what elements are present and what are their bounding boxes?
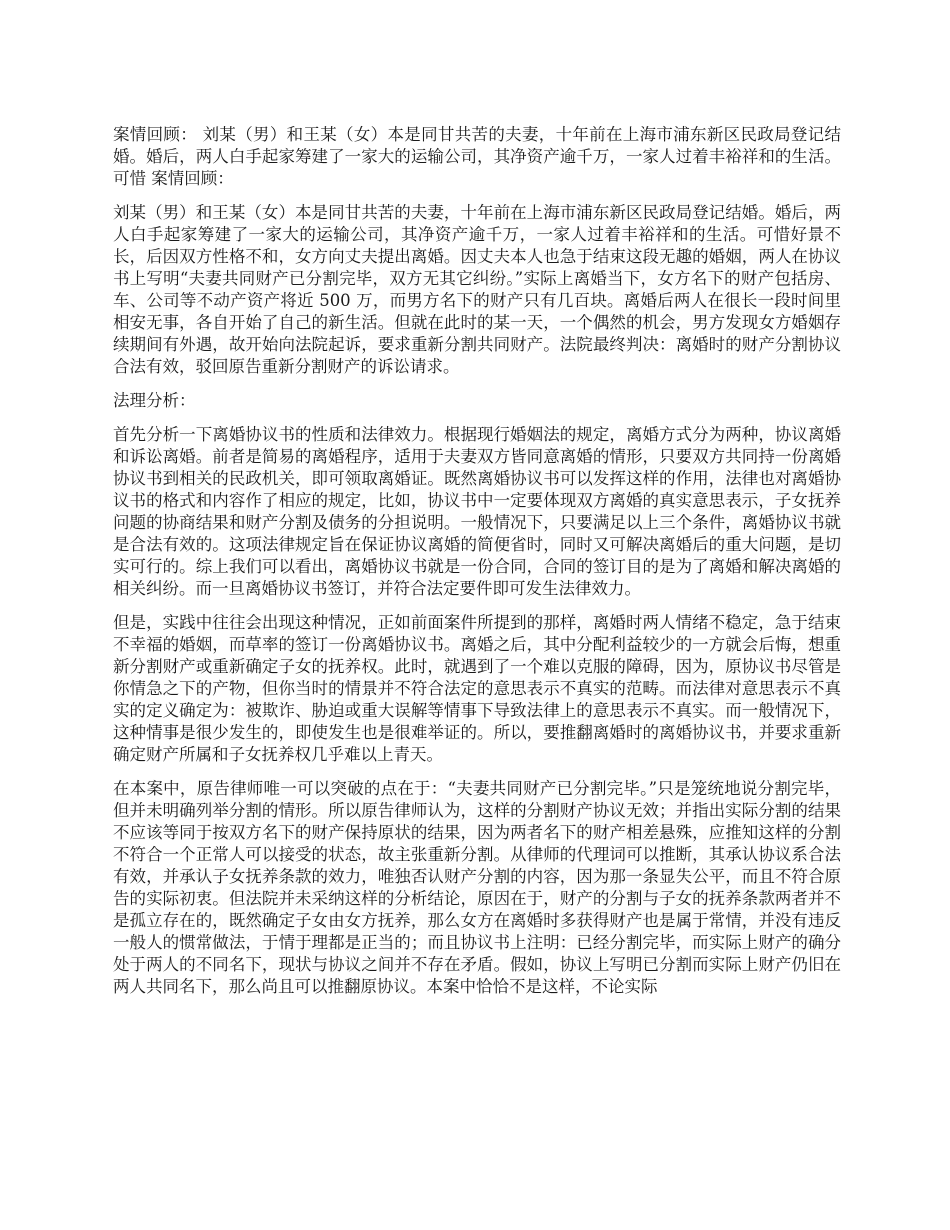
case-facts-paragraph: 刘某（男）和王某（女）本是同甘共苦的夫妻，十年前在上海市浦东新区民政局登记结婚。婚后，两人白手起家筹建了一家大的运输公司，其净资产逾千万，一家人过着丰裕祥和的生活。可惜好景不长，后因双方性格不和，女方向丈夫提出离婚。因丈夫本人也急于结束这段无趣的婚姻，两人在协议书上写明“夫妻共同财产已分割完毕，双方无其它纠纷。”实际上离婚当下，女方名下的财产包括房、车、公司等不动产资产将近 500 万，而男方名下的财产只有几百块。离婚后两人在很长一段时间里相安无事，各自开始了自己的新生活。但就在此时的某一天，一个偶然的机会，男方发现女方婚姻存续期间有外遇，故开始向法院起诉，要求重新分割共同财产。法院最终判决：离婚时的财产分割协议合法有效，驳回原告重新分割财产的诉讼请求。 — [113, 203, 841, 376]
legal-analysis-heading: 法理分析： — [113, 391, 196, 410]
practice-issue-paragraph: 但是，实践中往往会出现这种情况，正如前面案件所提到的那样，离婚时两人情绪不稳定，急于结束不幸福的婚姻，而草率的签订一份离婚协议书。离婚之后，其中分配利益较少的一方就会后悔，想重新分割财产或重新确定子女的抚养权。此时，就遇到了一个难以克服的障碍，因为，原协议书尽管是你情急之下的产物，但你当时的情景并不符合法定的意思表示不真实的范畴。而法律对意思表示不真实的定义确定为：被欺诈、胁迫或重大误解等情事下导致法律上的意思表示不真实。而一般情况下，这种情事是很少发生的，即使发生也是很难举证的。所以，要推翻离婚时的离婚协议书，并要求重新确定财产所属和子女抚养权几乎难以上青天。 — [113, 613, 841, 764]
case-application-paragraph: 在本案中，原告律师唯一可以突破的点在于：“夫妻共同财产已分割完毕。”只是笼统地说分割完毕，但并未明确列举分割的情形。所以原告律师认为，这样的分割财产协议无效；并指出实际分割的结果不应该等同于按双方名下的财产保持原状的结果，因为两者名下的财产相差悬殊，应推知这样的分割不符合一个正常人可以接受的状态，故主张重新分割。从律师的代理词可以推断，其承认协议系合法有效，并承认子女抚养条款的效力，唯独否认财产分割的内容，因为那一条显失公平，而且不符合原告的实际初衷。但法院并未采纳这样的分析结论，原因在于，财产的分割与子女的抚养条款两者并不是孤立存在的，既然确定子女由女方抚养，那么女方在离婚时多获得财产也是属于常情，并没有违反一般人的惯常做法，于情于理都是正当的；而且协议书上注明：已经分割完毕，而实际上财产的确分处于两人的不同名下，现状与协议之间并不存在矛盾。假如，协议上写明已分割而实际上财产仍旧在两人共同名下，那么尚且可以推翻原协议。本案中恰恰不是这样，不论实际 — [113, 779, 841, 996]
agreement-nature-paragraph: 首先分析一下离婚协议书的性质和法律效力。根据现行婚姻法的规定，离婚方式分为两种，协议离婚和诉讼离婚。前者是简易的离婚程序，适用于夫妻双方皆同意离婚的情形，只要双方共同持一份离婚协议书到相关的民政机关，即可领取离婚证。既然离婚协议书可以发挥这样的作用，法律也对离婚协议书的格式和内容作了相应的规定，比如，协议书中一定要体现双方离婚的真实意思表示，子女抚养问题的协商结果和财产分割及债务的分担说明。一般情况下，只要满足以上三个条件，离婚协议书就是合法有效的。这项法律规定旨在保证协议离婚的简便省时，同时又可解决离婚后的重大问题，是切实可行的。综上我们可以看出，离婚协议书就是一份合同，合同的签订目的是为了离婚和解决离婚的相关纠纷。而一旦离婚协议书签订，并符合法定要件即可发生法律效力。 — [113, 425, 841, 598]
document-body — [113, 124, 841, 1010]
case-review-intro-paragraph: 案情回顾： 刘某（男）和王某（女）本是同甘共苦的夫妻，十年前在上海市浦东新区民政局登记结婚。婚后，两人白手起家筹建了一家大的运输公司，其净资产逾千万，一家人过着丰裕祥和的生活。可惜 案情回顾： — [113, 125, 841, 188]
